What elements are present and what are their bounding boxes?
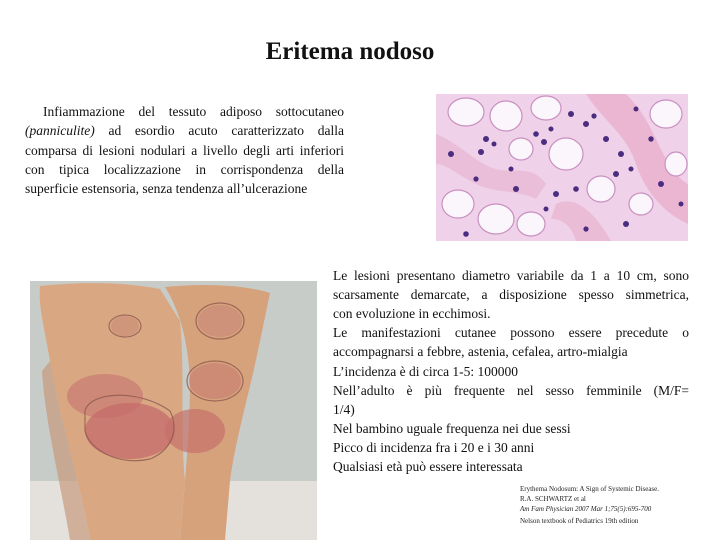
lesions-line-4: Le manifestazioni cutanee possono essere precedute o — [333, 325, 689, 340]
legs-photo-svg — [30, 281, 317, 540]
reference-1-authors: R.A. SCHWARTZ et al — [520, 495, 586, 503]
histology-image — [436, 94, 688, 241]
intro-text-start: Infiammazione del tessuto adiposo sottocutaneo — [43, 104, 344, 119]
intro-paragraph — [25, 102, 344, 198]
epi-line-4: Nel bambino uguale frequenza nei due sessi — [333, 421, 571, 436]
reference-2: Nelson textbook of Pediatrics 19th edition — [520, 517, 639, 525]
epi-line-2: Nell’adulto è più frequente nel sesso femminile (M/F= — [333, 383, 689, 398]
epidemiology-text — [333, 362, 689, 476]
histology-micrograph-svg — [436, 94, 688, 241]
lesions-line-1: Le lesioni presentano diametro variabile da 1 a 10 cm, sono — [333, 268, 689, 283]
intro-text-end: ad esordio acuto caratterizzato dalla comparsa di lesioni nodulari a livello degli arti inferiori con tipica localizzazione in corrispondenza della superficie estensoria, senza tendenza all’ulcerazione — [25, 123, 344, 197]
reference-1-title: Erythema Nodosum: A Sign of Systemic Disease. — [520, 485, 660, 493]
slide-title: Eritema nodoso — [265, 38, 435, 65]
epi-line-6: Qualsiasi età può essere interessata — [333, 459, 523, 474]
lesions-line-2: scarsamente demarcate, a disposizione spesso simmetrica, — [333, 287, 689, 302]
reference-1 — [520, 484, 659, 514]
epi-line-1: L’incidenza è di circa 1-5: 100000 — [333, 364, 519, 379]
lesions-line-5: accompagnarsi a febbre, astenia, cefalea, artro-mialgia — [333, 344, 628, 359]
reference-1-journal: Am Fam Physician 2007 Mar 1;75(5):695-700 — [520, 505, 652, 513]
lesions-line-3: con evoluzione in ecchimosi. — [333, 306, 491, 321]
legs-image — [30, 281, 317, 540]
epi-line-5: Picco di incidenza fra i 20 e i 30 anni — [333, 440, 535, 455]
intro-italic-term: (panniculite) — [25, 123, 95, 139]
lesions-description — [333, 266, 689, 361]
epi-line-3: 1/4) — [333, 402, 355, 417]
